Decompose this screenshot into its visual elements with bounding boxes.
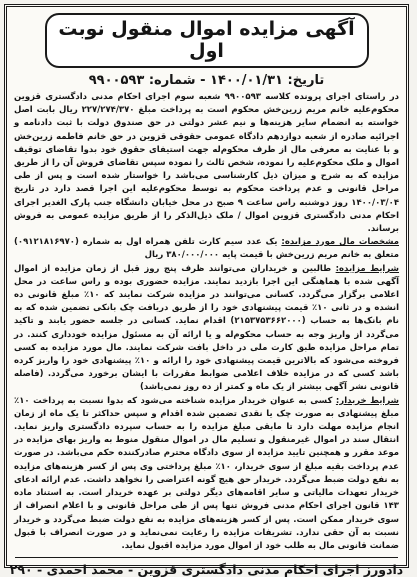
property-text: یک عدد سیم کارت تلفن همراه اول به شماره (۰۹۱۲۱۸۱۶۹۷۰) متعلق به خانم مریم زرین‌خش با قیمت پایه ۳۸۰/۰۰۰/۰۰۰ ریال xyxy=(14,237,399,261)
notice-body xyxy=(7,91,406,553)
date-number-line: تاریخ: ۱۴۰۰/۰۱/۳۱ - شماره: ۹۹۰۰۵۹۳ xyxy=(88,73,325,88)
buyer-terms-heading: شرایط خریدار: xyxy=(335,395,399,406)
notice-sheet xyxy=(4,4,409,577)
intro-paragraph xyxy=(14,91,399,236)
property-heading: مشخصات مال مورد مزایده: xyxy=(281,237,399,248)
auction-terms-heading: شرایط مزایده: xyxy=(335,263,399,274)
title-box xyxy=(45,13,369,68)
property-paragraph xyxy=(14,236,399,262)
buyer-terms-paragraph xyxy=(14,395,399,553)
notice-title: آگهی مزایده اموال منقول نوبت اول xyxy=(58,18,355,62)
intro-text: در راستای اجرای پرونده کلاسه ۹۹۰۰۵۹۳ شعبه سوم اجرای احکام مدنی دادگستری قزوین محکوم‌علیه خانم مریم زرین‌خش محکوم است به پرداخت مبلغ ۲۲۷/۲۷۴/۳۷۰ ریال بابت اصل خواسته به انضمام سایر هزینه‌ها و نیم عشر دولتی در حق صندوق دولت با ثبت دادنامه و اجرائیه صادره از شعبه دوازدهم دادگاه عمومی حقوقی قزوین در حق خانم فاطمه زرین‌خش و با عنایت به معرفی مال از طرف محکوم‌له جهت استیفای حقوق خود بدوا تقاضای توقیف اموال و ملک محکوم‌علیه را نموده، شخص ثالث را نموده سپس تقاضای فروش آن را از طریق مزایده که به شرح و میزان ذیل کارشناسی می‌باشد را خواستار شده است و پس از طی مراحل قانونی و عدم پرداخت محکوم به توسط محکوم‌علیه این اجرا قصد دارد در تاریخ ۱۴۰۰/۰۳/۰۴ روز دوشنبه راس ساعت ۹ صبح در محل خیابان دانشگاه جنب پارک الغدیر اجرای احکام مدنی دادگستری قزوین اموال / ملک ذیل‌الذکر را از طریق مزایده عمومی به فروش برساند. xyxy=(14,92,400,235)
auction-terms-paragraph xyxy=(14,263,399,395)
auction-terms-text: طالبین و خریداران می‌توانند ظرف پنج روز قبل از زمان مزایده از اموال آگهی شده با هماهنگی این اجرا بازدید نمایند. مزایده حضوری بوده و راس ساعت در محل اعلامی برگزار می‌گردد. کسانی می‌توانند در مزایده شرکت نمایند که ۱۰٪ مبلغ قانونی ده انشده و در ثانی ۱۰٪ قیمت پیشنهادی خود را از طریق دریافت چک بانکی تضمین شده که به نام بانک‌ها به حساب (۲۱۵۳۷۵۳۶۶۲۰۰۰) اقدام نماید. کسانی در جلسه حضور یابند و تاکید می‌گردد از واریز وجه به حساب محکوم‌له و یا ارائه آن به مسئول مزایده خودداری کنند. در تمام مراحل مزایده طبق کارت ملی در داخل بافت شرکت نمایند. مال مورد مزایده به کسی فروخته می‌شود که بالاترین قیمت پیشنهادی خود را ارائه و ۱۰٪ پیشنهادی خود را واریز کرده باشد کسی که در مزایده خلاف اعلامی ضوابط مقررات با ایشان برخورد می‌گردد. (فاصله قانونی نشر آگهی بیشتر از یک ماه و کمتر از ده روز نمی‌باشد) xyxy=(14,263,400,393)
footer-signature: دادورز اجرای احکام مدنی دادگستری قزوین - محمد احمدی - ۲۹۰ xyxy=(9,562,404,577)
buyer-terms-text: کسی به عنوان خریدار مزایده شناخته می‌شود که بدوا نسبت به پرداخت ۱۰٪ مبلغ پیشنهادی به صورت چک یا نقدی تضمین شده اقدام و سپس حداکثر تا یک ماه از زمان انجام مزایده مهلت دارد تا مابقی مبلغ مزایده را به حساب سپرده دادگستری واریز نماید. انتقال سند در اموال غیرمنقول و تسلیم مال در اموال منقول منوط به واریز بهای مزایده در موعد مقرر و همچنین تایید مزایده از سوی دادگاه محترم صادرکننده حکم می‌باشد. در صورت عدم پرداخت بقیه مبلغ از سوی خریدار، ۱۰٪ مبلغ پرداختی وی پس از کسر هزینه‌های مزایده به نفع دولت ضبط می‌گردد. خریدار حق هیچ گونه اعتراضی را نخواهد داشت. عدم ارائه ادعای خریدار تعهدات مالیاتی و سایر اقامه‌های دیگر دولتی بر عهده خریدار است. به استناد ماده ۱۴۳ قانون اجرای احکام مدنی فروش تنها پس از طی مراحل قانونی و با اعلام انصراف از سوی خریدار ممکن است. پس از کسر هزینه‌های مزایده به نفع دولت ضبط می‌گردد و خریدار نسبت به آن حقی ندارد. تشریفات مزایده را رعایت نمی‌نماید و در صورت انصراف با قبول ضمانت قانونی مال به طلب خود از اموال مورد مزایده اقبول نماید. xyxy=(14,395,399,551)
